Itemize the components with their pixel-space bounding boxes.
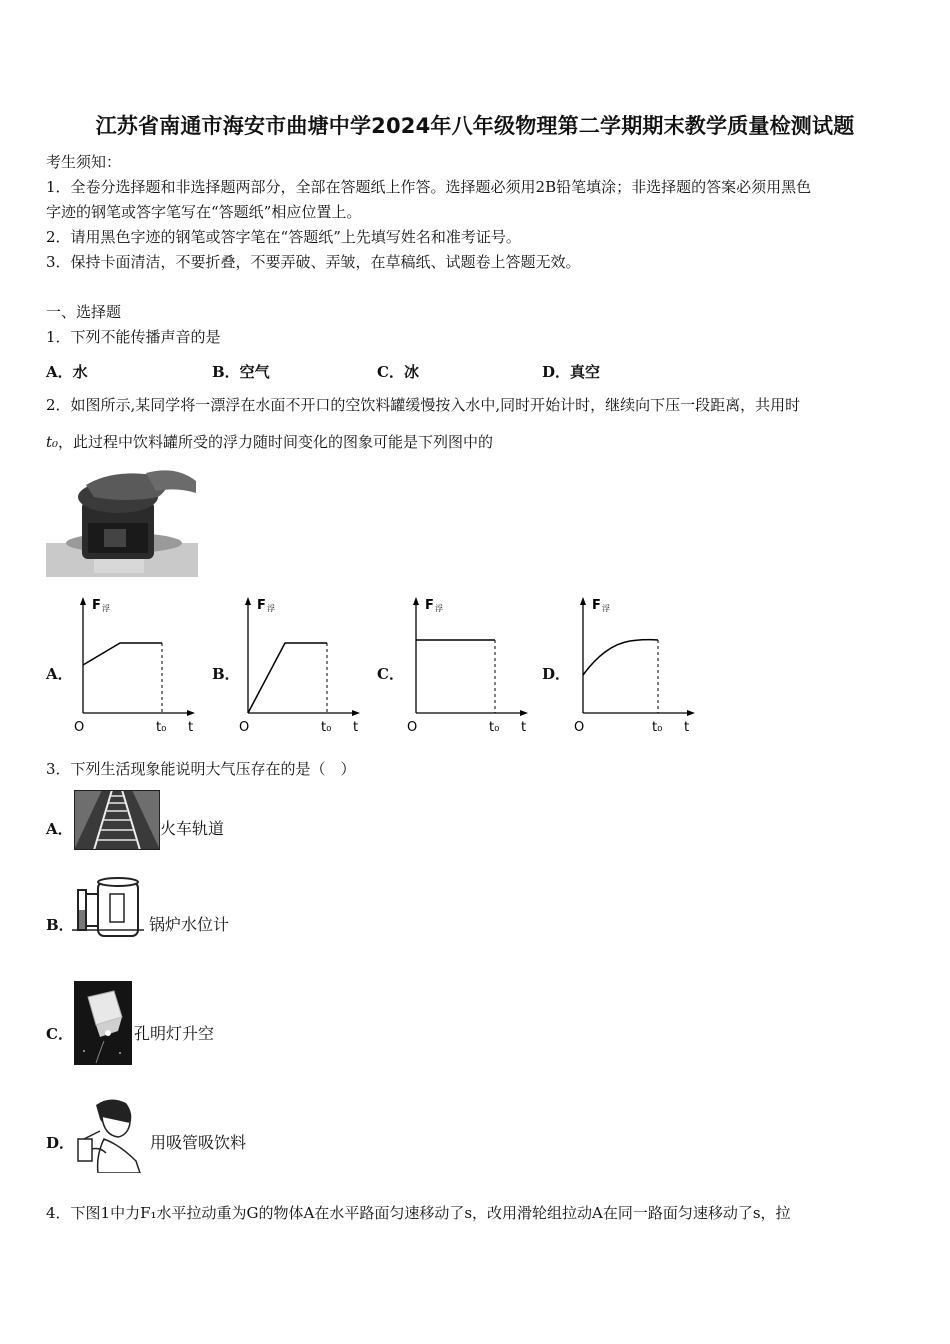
q1-option-b: B．空气 (212, 363, 270, 381)
y-axis-arrow-icon (245, 597, 251, 605)
origin-label: O (239, 720, 250, 735)
y-axis-arrow-icon (80, 597, 86, 605)
railway-track-image (74, 790, 160, 850)
y-label-sub: 浮 (267, 604, 275, 613)
y-label: F (92, 598, 101, 613)
t0-label: t₀ (489, 720, 500, 735)
q1-stem: 1．下列不能传播声音的是 (46, 328, 221, 346)
q2-stem-line2 (46, 432, 493, 452)
q3-option-c-text: 孔明灯升空 (134, 1024, 215, 1043)
notice-item-1: 1．全卷分选择题和非选择题两部分，全部在答题纸上作答。选择题必须用2B铅笔填涂；非选择题的答案必须用黑色 (46, 178, 812, 196)
q3-stem: 3．下列生活现象能说明大气压存在的是（ ） (46, 760, 356, 778)
t0-label: t₀ (652, 720, 663, 735)
q1-option-a: A．水 (46, 363, 88, 381)
q3-option-d-label: D． (46, 1134, 75, 1152)
section-heading: 一、选择题 (46, 303, 122, 321)
x-axis-arrow-icon (352, 710, 360, 716)
q2-graph-a (70, 595, 205, 740)
q2-graph-c (403, 595, 538, 740)
origin-label: O (407, 720, 418, 735)
q2-graph-label-c: C． (377, 665, 404, 683)
q3-option-b-text: 锅炉水位计 (149, 915, 230, 934)
y-label-sub: 浮 (102, 604, 110, 613)
q2-graph-label-d: D． (542, 665, 571, 683)
force-curve (248, 643, 327, 713)
boiler-gauge-image (70, 876, 144, 942)
x-axis-arrow-icon (187, 710, 195, 716)
x-label: t (521, 720, 527, 735)
notice-item-2: 2．请用黑色字迹的钢笔或答字笔在“答题纸”上先填写姓名和准考证号。 (46, 228, 521, 246)
notice-item-3: 3．保持卡面清洁，不要折叠，不要弄破、弄皱，在草稿纸、试题卷上答题无效。 (46, 253, 581, 271)
x-label: t (684, 720, 690, 735)
q2-graph-d (570, 595, 705, 740)
x-label: t (188, 720, 194, 735)
y-label: F (425, 598, 434, 613)
t0-variable: t₀ (46, 433, 59, 451)
origin-label: O (74, 720, 85, 735)
sky-lantern-image (74, 981, 132, 1065)
y-label-sub: 浮 (602, 604, 610, 613)
q3-option-a-text: 火车轨道 (160, 819, 225, 838)
y-axis-arrow-icon (580, 597, 586, 605)
origin-label: O (574, 720, 585, 735)
q1-option-d: D．真空 (542, 363, 601, 381)
q2-stem-line1: 2．如图所示,某同学将一漂浮在水面不开口的空饮料罐缓慢按入水中,同时开始计时，继续向下压一段距离，共用时 (46, 396, 801, 414)
notice-heading: 考生须知： (46, 153, 122, 171)
q3-option-a-label: A． (46, 820, 73, 838)
y-label: F (592, 598, 601, 613)
y-axis-arrow-icon (413, 597, 419, 605)
t0-label: t₀ (321, 720, 332, 735)
page-title: 江苏省南通市海安市曲塘中学2024年八年级物理第二学期期末教学质量检测试题 (95, 114, 855, 138)
q1-option-c: C．冰 (377, 363, 419, 381)
x-axis-arrow-icon (687, 710, 695, 716)
force-curve (83, 643, 162, 665)
x-label: t (353, 720, 359, 735)
y-label: F (257, 598, 266, 613)
q2-graph-label-b: B． (212, 665, 240, 683)
t0-label: t₀ (156, 720, 167, 735)
y-label-sub: 浮 (435, 604, 443, 613)
q3-option-b-label: B． (46, 916, 74, 934)
can-photo (46, 463, 198, 577)
q2-graph-b (235, 595, 370, 740)
x-axis-arrow-icon (520, 710, 528, 716)
q3-option-d-text: 用吸管吸饮料 (150, 1133, 247, 1152)
q2-graph-label-a: A． (46, 665, 73, 683)
notice-item-1-cont: 字迹的钢笔或答字笔写在“答题纸”相应位置上。 (46, 203, 362, 221)
q3-option-c-label: C． (46, 1025, 73, 1043)
boy-drinking-straw-image (74, 1095, 144, 1173)
q2-stem-line2-text: ，此过程中饮料罐所受的浮力随时间变化的图象可能是下列图中的 (58, 433, 494, 451)
q4-stem: 4．下图1中力F₁水平拉动重为G的物体A在水平路面匀速移动了s，改用滑轮组拉动A在同一路面匀速移动了s，拉 (46, 1204, 791, 1222)
force-curve (583, 640, 658, 675)
